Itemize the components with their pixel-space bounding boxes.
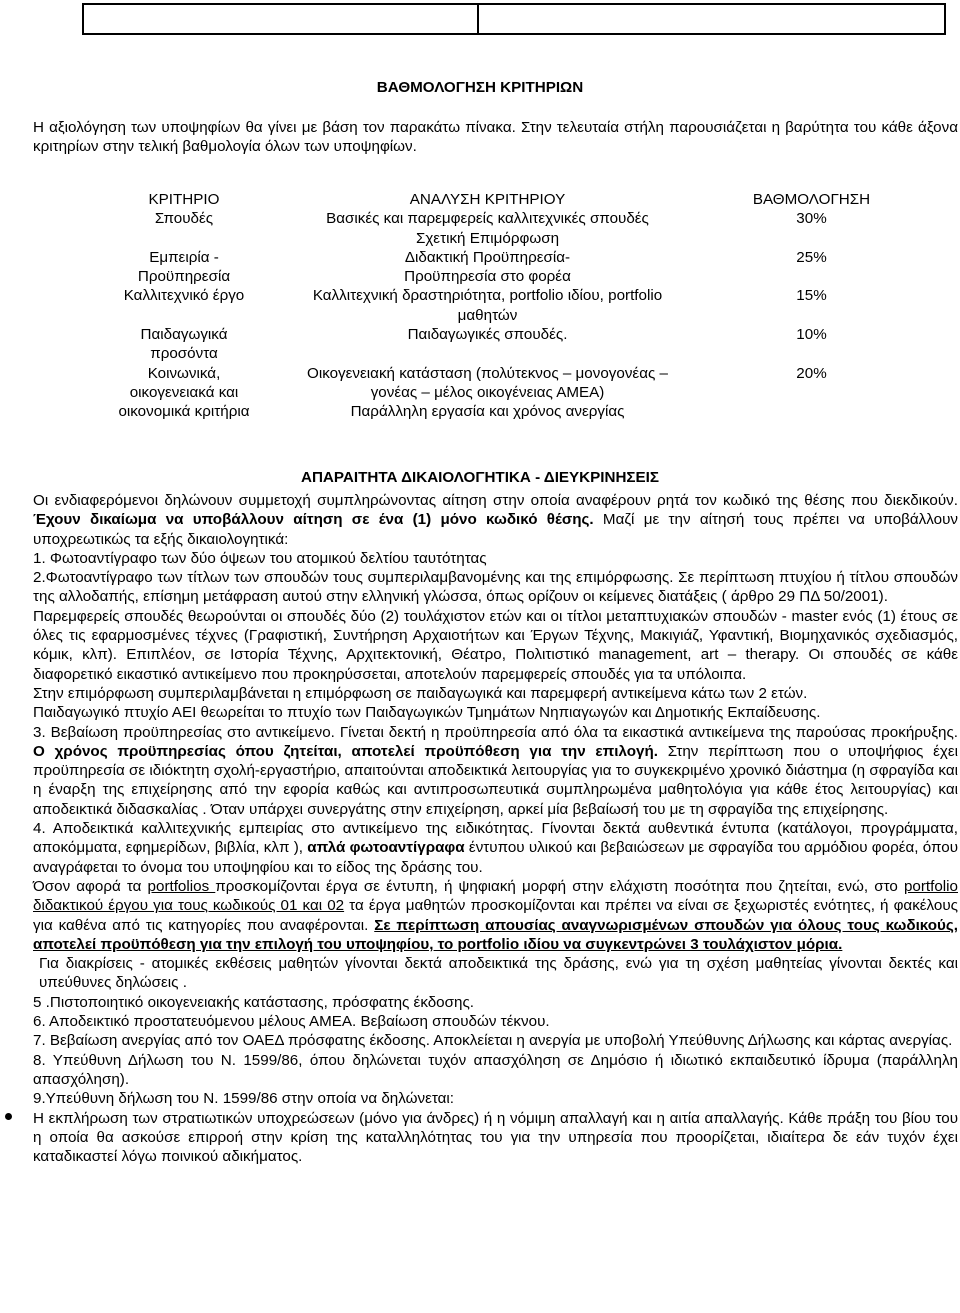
body-text (33, 491, 958, 1166)
list-item: 2.Φωτοαντίγραφο των τίτλων των σπουδών τους συμπεριλαμβανομένης και της επιμόρφωσης. Σε περίπτωση πτυχίου ή τίτλου σπουδών της αλλοδαπής, επίσημη μετάφραση αυτού στην ελληνική γλώσσα, όπως ορίζουν οι κείμενες διατάξεις ( άρθρο 29 ΠΔ 50/2001). (33, 569, 958, 606)
header-box (82, 3, 946, 35)
section-subtitle: ΑΠΑΡΑΙΤΗΤΑ ΔΙΚΑΙΟΛΟΓΗΤΙΚΑ - ΔΙΕΥΚΡΙΝΗΣΕΙΣ (300, 469, 660, 486)
criterion-cell: Παιδαγωγικά προσόντα (140, 326, 228, 363)
list-item (33, 723, 958, 819)
score-cell: 15% (796, 287, 827, 305)
score-cell: 20% (796, 364, 827, 382)
criterion-cell: Καλλιτεχνικό έργο (123, 287, 245, 305)
text-span: Όσον αφορά τα (33, 877, 148, 895)
paragraph-pedagogical: Παιδαγωγικό πτυχίο ΑΕΙ θεωρείται το πτυχίο των Παιδαγωγικών Τμημάτων Νηπιαγωγών και Δημοτικής Εκπαίδευσης. (33, 704, 821, 722)
analysis-cell: Παιδαγωγικές σπουδές. (407, 326, 568, 344)
table-row (113, 248, 903, 287)
text-span: 4. Αποδεικτικά καλλιτεχνικής εμπειρίας στο αντικείμενο της ειδικότητας. Γίνονται δεκτά αυθεντικά έντυπα (κατάλογοι, προγράμματα, αποκόμματα, εφημερίδων, βιβλία, κλπ ), (33, 820, 958, 857)
text-span: τα έργα μαθητών προσκομίζονται και πρέπει να είναι σε ξεχωριστές ενότητες, ή φακέλους για καθένα από τις κατηγορίες που αναφέρονται. (33, 897, 958, 934)
list-item: 6. Αποδεικτικό προστατευόμενου μέλους ΑΜΕΑ. Βεβαίωση σπουδών τέκνου. (33, 1013, 550, 1031)
text-span: Μαζί με την αίτησή τους πρέπει να υποβάλλουν υποχρεωτικώς τα εξής δικαιολογητικά: (33, 511, 958, 548)
paragraph-related-studies: Παρεμφερείς σπουδές θεωρούνται οι σπουδές δύο (2) τουλάχιστον ετών και οι τίτλοι μεταπτυχιακών σπουδών - master ενός (1) έτους σε όλες τις εφαρμοσμένες τέχνες (Γραφιστική, Συντήρηση Αρχαιοτήτων και Έργων Τέχνης, Μακιγιάζ, Υφαντική, Βιομηχανικός σχεδιασμός, κόμικ, κλπ). Επιπλέον, σε Ιστορία Τέχνης, Αρχιτεκτονική, Θέατρο, Πολιτιστικό management, art – therapy. Οι σπουδές σε κάθε διαφορετικό εικαστικό αντικείμενο που προκηρύσσεται, αποτελούν παρεμφερείς σπουδές για τα υπόλοιπα. (33, 607, 958, 683)
table-row (113, 209, 903, 248)
table-row (113, 364, 903, 422)
list-item: 9.Υπεύθυνη δήλωση του Ν. 1599/86 στην οποία να δηλώνεται: (33, 1090, 454, 1108)
table-header-cell: ΑΝΑΛΥΣΗ ΚΡΙΤΗΡΙΟΥ (409, 191, 566, 208)
criterion-cell: Εμπειρία - Προϋπηρεσία (137, 248, 231, 286)
underlined-text: portfolio διδακτικού έργου για τους κωδικούς 01 και 02 (33, 877, 958, 915)
bullet-icon (5, 1113, 12, 1120)
analysis-cell: Καλλιτεχνική δραστηριότητα, portfolio ιδίου, portfolio μαθητών (312, 287, 663, 324)
analysis-cell: Διδακτική Προϋπηρεσία- Προϋπηρεσία στο φορέα (404, 248, 571, 286)
bold-text: Έχουν δικαίωμα να υποβάλλουν αίτηση σε ένα (1) μόνο κωδικό θέσης. (33, 511, 594, 529)
bold-text: Ο χρόνος προϋπηρεσίας όπου ζητείται, αποτελεί προϋπόθεση για την επιλογή. (33, 742, 658, 760)
paragraph-training: Στην επιμόρφωση συμπεριλαμβάνεται η επιμόρφωση σε παιδαγωγικά και παρεμφερή αντικείμενα κάτω των 2 ετών. (33, 684, 808, 702)
table-row (113, 286, 903, 325)
text-span: προσκομίζονται έργα σε έντυπη, ή ψηφιακή μορφή στην ελάχιστη ποσότητα που ζητείται, ενώ, στο (215, 877, 904, 895)
bullet-text: Η εκπλήρωση των στρατιωτικών υποχρεώσεων (μόνο για άνδρες) ή η νόμιμη απαλλαγή και η αιτία απαλλαγής. Κάθε πράξη του βίου του η οποία θα ασκούσε επιρροή στην κρίση της καταλληλότητας του για την υπηρεσία που προορίζεται, ιδιαίτερα δε εάν τυχόν έχει καταδικαστεί λόγω ποινικού αδικήματος. (33, 1109, 958, 1166)
paragraph-distinctions: Για διακρίσεις - ατομικές εκθέσεις μαθητών γίνονται δεκτά αποδεικτικά της δράσης, ενώ για τη σχέση μαθητείας γίνονται δεκτές και υπεύθυνες δηλώσεις . (39, 955, 958, 992)
bullet-item (33, 1109, 958, 1167)
bold-underlined-text: Σε περίπτωση απουσίας αναγνωρισμένων σπουδών για όλους τους κωδικούς, αποτελεί προϋπόθεση για την επιλογή του υποψηφίου, το portfolio ιδίου να συγκεντρώνει 3 τουλάχιστον μόρια. (33, 916, 958, 953)
text-span: 3. Βεβαίωση προϋπηρεσίας στο αντικείμενο. Γίνεται δεκτή η προϋπηρεσία από όλα τα εικαστικά αντικείμενα της παρούσας προκήρυξης. (33, 723, 958, 741)
criteria-table (113, 190, 903, 422)
table-header-cell: ΚΡΙΤΗΡΙΟ (148, 191, 220, 208)
score-cell: 25% (796, 248, 827, 266)
text-span: Οι ενδιαφερόμενοι δηλώνουν συμμετοχή συμπληρώνοντας αίτηση στην οποία αναφέρουν ρητά τον κωδικό της θέσης που διεκδικούν. (33, 492, 958, 509)
intro-paragraph: Η αξιολόγηση των υποψηφίων θα γίνει με βάση τον παρακάτω πίνακα. Στην τελευταία στήλη παρουσιάζεται η βαρύτητα του κάθε άξονα κριτηρίων στην τελική βαθμολογία όλων των υποψηφίων. (33, 119, 958, 156)
table-row (113, 325, 903, 364)
table-header-cell: ΒΑΘΜΟΛΟΓΗΣΗ (752, 191, 871, 208)
paragraph-application (33, 491, 958, 549)
analysis-cell: Βασικές και παρεμφερείς καλλιτεχνικές σπουδές Σχετική Επιμόρφωση (326, 210, 649, 247)
list-item: 5 .Πιστοποιητικό οικογενειακής κατάστασης, πρόσφατης έκδοσης. (33, 993, 474, 1011)
criterion-cell: Κοινωνικά, οικογενειακά και οικονομικά κριτήρια (118, 364, 250, 421)
table-header-row (113, 190, 903, 209)
list-item: 7. Βεβαίωση ανεργίας από τον ΟΑΕΔ πρόσφατης έκδοσης. Αποκλείεται η ανεργία με υποβολή Υπεύθυνης Δήλωσης και κάρτας ανεργίας. (33, 1032, 953, 1050)
text-span: έντυπου υλικού και βεβαιώσεων με σφραγίδα του αρμόδιου φορέα, όπου αναγράφεται το όνομα του υποψηφίου και το είδος της δράσης του. (33, 839, 959, 876)
underlined-text: portfolios (147, 877, 216, 895)
bold-text: απλά φωτοαντίγραφα (307, 839, 465, 857)
page-title: ΒΑΘΜΟΛΟΓΗΣΗ ΚΡΙΤΗΡΙΩΝ (376, 79, 584, 96)
list-item (33, 819, 958, 877)
header-divider (477, 5, 479, 33)
list-item: 1. Φωτοαντίγραφο των δύο όψεων του ατομικού δελτίου ταυτότητας (33, 549, 487, 567)
score-cell: 30% (796, 210, 827, 228)
text-span: Στην περίπτωση που ο υποψήφιος έχει προϋπηρεσία σε ιδιόκτητη σχολή-εργαστήριο, απαιτούνται αποδεικτικά λειτουργίας για το συγκεκριμένο χρονικό διάστημα (η σφραγίδα και η έναρξη της επιχείρησης από την εφορία καθώς και αντιπροσωπευτικά συμπληρωμένα μαθητολόγια για κάθε έτος λειτουργίας) και αποδεικτικά διδασκαλίας . Όταν υπάρχει συνεργάτης στην επιχείρηση, αρκεί μία βεβαίωσή του με τη σφραγίδα της επιχείρησης. (33, 742, 958, 818)
analysis-cell: Οικογενειακή κατάσταση (πολύτεκνος – μονογονέας – γονέας – μέλος οικογένειας ΑΜΕΑ) Παράλληλη εργασία και χρόνος ανεργίας (307, 364, 668, 421)
list-item: 8. Υπεύθυνη Δήλωση του Ν. 1599/86, όπου δηλώνεται τυχόν απασχόληση σε Δημόσιο ή ιδιωτικό εκπαιδευτικό ίδρυμα (παράλληλη απασχόληση). (33, 1051, 958, 1088)
paragraph-portfolios (33, 877, 958, 954)
score-cell: 10% (796, 326, 827, 344)
criterion-cell: Σπουδές (154, 210, 214, 228)
